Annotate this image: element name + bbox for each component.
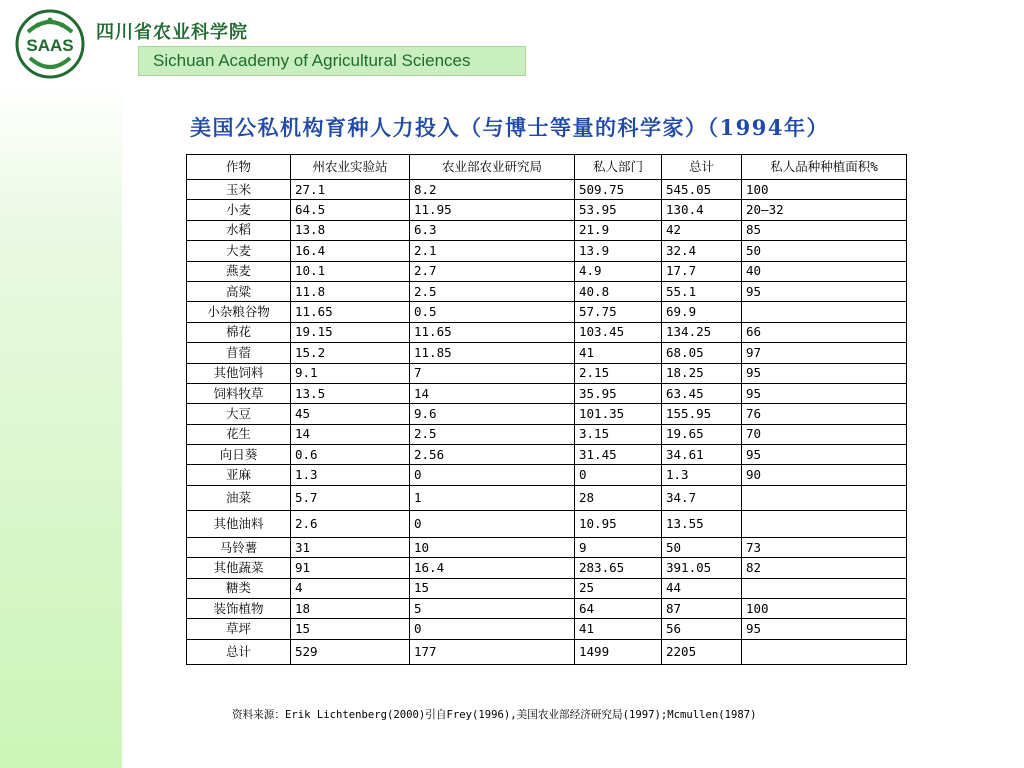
column-header: 私人品种种植面积% [742,155,907,180]
table-row [187,383,907,403]
value-cell: 27.1 [291,180,410,200]
left-gradient-band [0,80,122,768]
value-cell: 68.05 [662,343,742,363]
value-cell: 9.6 [410,404,575,424]
value-cell: 40.8 [575,281,662,301]
org-name-cn: 四川省农业科学院 [96,22,248,43]
column-header: 州农业实验站 [291,155,410,180]
value-cell: 97 [742,343,907,363]
crop-name-cell: 总计 [187,639,291,664]
value-cell: 64.5 [291,200,410,220]
value-cell: 69.9 [662,302,742,322]
crop-name-cell: 花生 [187,424,291,444]
value-cell [742,578,907,598]
table-body [187,180,907,665]
value-cell: 6.3 [410,220,575,240]
crop-name-cell: 其他饲料 [187,363,291,383]
value-cell [742,639,907,664]
value-cell: 50 [742,241,907,261]
value-cell: 53.95 [575,200,662,220]
value-cell: 0.6 [291,445,410,465]
value-cell: 16.4 [291,241,410,261]
value-cell: 545.05 [662,180,742,200]
value-cell: 14 [410,383,575,403]
table-row [187,578,907,598]
value-cell: 19.15 [291,322,410,342]
table-row [187,180,907,200]
column-header: 作物 [187,155,291,180]
table-header-row [187,155,907,180]
value-cell: 13.55 [662,510,742,537]
table-row [187,445,907,465]
value-cell: 0 [410,465,575,485]
table-row [187,558,907,578]
value-cell: 11.85 [410,343,575,363]
value-cell: 45 [291,404,410,424]
crop-name-cell: 其他油料 [187,510,291,537]
table-row [187,485,907,510]
value-cell: 9.1 [291,363,410,383]
value-cell: 13.5 [291,383,410,403]
value-cell: 134.25 [662,322,742,342]
value-cell: 0 [410,619,575,639]
value-cell: 4 [291,578,410,598]
org-name-en-box [138,46,526,76]
value-cell: 25 [575,578,662,598]
value-cell: 1.3 [291,465,410,485]
table-row [187,200,907,220]
value-cell: 2205 [662,639,742,664]
value-cell [742,302,907,322]
value-cell: 18 [291,599,410,619]
value-cell: 1.3 [662,465,742,485]
table-row [187,241,907,261]
table-row [187,537,907,557]
value-cell: 41 [575,343,662,363]
value-cell: 44 [662,578,742,598]
value-cell: 5.7 [291,485,410,510]
crop-name-cell: 小杂粮谷物 [187,302,291,322]
org-name-en: Sichuan Academy of Agricultural Sciences [153,51,471,70]
value-cell: 64 [575,599,662,619]
value-cell: 28 [575,485,662,510]
crop-name-cell: 其他蔬菜 [187,558,291,578]
column-header: 农业部农业研究局 [410,155,575,180]
value-cell: 91 [291,558,410,578]
value-cell: 100 [742,180,907,200]
value-cell: 4.9 [575,261,662,281]
table-row [187,322,907,342]
value-cell: 3.15 [575,424,662,444]
value-cell: 40 [742,261,907,281]
source-note: 资料来源：Erik Lichtenberg(2000)引自Frey(1996),美国农业部经济研究局(1997);Mcmullen(1987) [232,709,757,721]
value-cell: 10.1 [291,261,410,281]
table-row [187,599,907,619]
crop-name-cell: 装饰植物 [187,599,291,619]
crop-name-cell: 亚麻 [187,465,291,485]
crop-name-cell: 饲料牧草 [187,383,291,403]
value-cell: 63.45 [662,383,742,403]
value-cell: 11.8 [291,281,410,301]
table-row [187,510,907,537]
value-cell: 283.65 [575,558,662,578]
value-cell: 73 [742,537,907,557]
table-row [187,619,907,639]
table-row [187,220,907,240]
value-cell: 0 [575,465,662,485]
table-row [187,281,907,301]
column-header: 私人部门 [575,155,662,180]
table-row [187,261,907,281]
value-cell: 16.4 [410,558,575,578]
value-cell: 15.2 [291,343,410,363]
value-cell: 66 [742,322,907,342]
value-cell: 85 [742,220,907,240]
value-cell: 57.75 [575,302,662,322]
value-cell: 76 [742,404,907,424]
value-cell: 13.8 [291,220,410,240]
value-cell: 42 [662,220,742,240]
crop-name-cell: 玉米 [187,180,291,200]
crop-name-cell: 大麦 [187,241,291,261]
value-cell: 31 [291,537,410,557]
crop-name-cell: 水稻 [187,220,291,240]
value-cell: 95 [742,281,907,301]
value-cell: 1 [410,485,575,510]
value-cell: 0 [410,510,575,537]
table-row [187,343,907,363]
crop-name-cell: 高粱 [187,281,291,301]
crop-name-cell: 小麦 [187,200,291,220]
value-cell: 35.95 [575,383,662,403]
value-cell: 14 [291,424,410,444]
crop-name-cell: 苜蓿 [187,343,291,363]
value-cell: 2.7 [410,261,575,281]
value-cell: 2.5 [410,424,575,444]
value-cell: 95 [742,363,907,383]
value-cell: 2.1 [410,241,575,261]
value-cell: 5 [410,599,575,619]
value-cell: 34.61 [662,445,742,465]
value-cell: 155.95 [662,404,742,424]
value-cell: 509.75 [575,180,662,200]
value-cell: 0.5 [410,302,575,322]
value-cell: 10.95 [575,510,662,537]
value-cell: 50 [662,537,742,557]
table-row [187,302,907,322]
crop-name-cell: 油菜 [187,485,291,510]
crop-name-cell: 糖类 [187,578,291,598]
value-cell: 9 [575,537,662,557]
value-cell: 529 [291,639,410,664]
value-cell [742,485,907,510]
value-cell: 55.1 [662,281,742,301]
value-cell: 31.45 [575,445,662,465]
table-row [187,465,907,485]
value-cell: 2.56 [410,445,575,465]
crop-name-cell: 马铃薯 [187,537,291,557]
value-cell: 13.9 [575,241,662,261]
value-cell: 8.2 [410,180,575,200]
table-row [187,363,907,383]
value-cell: 2.5 [410,281,575,301]
value-cell: 21.9 [575,220,662,240]
value-cell: 32.4 [662,241,742,261]
crop-name-cell: 草坪 [187,619,291,639]
crop-name-cell: 向日葵 [187,445,291,465]
table-row [187,424,907,444]
value-cell: 34.7 [662,485,742,510]
value-cell: 130.4 [662,200,742,220]
value-cell: 15 [291,619,410,639]
value-cell [742,510,907,537]
logo-text: SAAS [26,36,74,55]
value-cell: 95 [742,619,907,639]
value-cell: 20—32 [742,200,907,220]
value-cell: 90 [742,465,907,485]
crop-name-cell: 棉花 [187,322,291,342]
value-cell: 95 [742,383,907,403]
value-cell: 100 [742,599,907,619]
value-cell: 17.7 [662,261,742,281]
value-cell: 41 [575,619,662,639]
value-cell: 2.15 [575,363,662,383]
value-cell: 56 [662,619,742,639]
value-cell: 7 [410,363,575,383]
value-cell: 103.45 [575,322,662,342]
value-cell: 95 [742,445,907,465]
value-cell: 391.05 [662,558,742,578]
value-cell: 11.65 [410,322,575,342]
value-cell: 87 [662,599,742,619]
value-cell: 2.6 [291,510,410,537]
table-row [187,404,907,424]
value-cell: 70 [742,424,907,444]
value-cell: 15 [410,578,575,598]
value-cell: 11.95 [410,200,575,220]
value-cell: 19.65 [662,424,742,444]
saas-logo [14,8,86,80]
column-header: 总计 [662,155,742,180]
table-row [187,639,907,664]
breeding-table [186,154,907,665]
page-title: 美国公私机构育种人力投入（与博士等量的科学家）（1994年） [190,115,829,140]
value-cell: 177 [410,639,575,664]
value-cell: 18.25 [662,363,742,383]
value-cell: 11.65 [291,302,410,322]
value-cell: 10 [410,537,575,557]
value-cell: 101.35 [575,404,662,424]
crop-name-cell: 大豆 [187,404,291,424]
value-cell: 82 [742,558,907,578]
crop-name-cell: 燕麦 [187,261,291,281]
value-cell: 1499 [575,639,662,664]
